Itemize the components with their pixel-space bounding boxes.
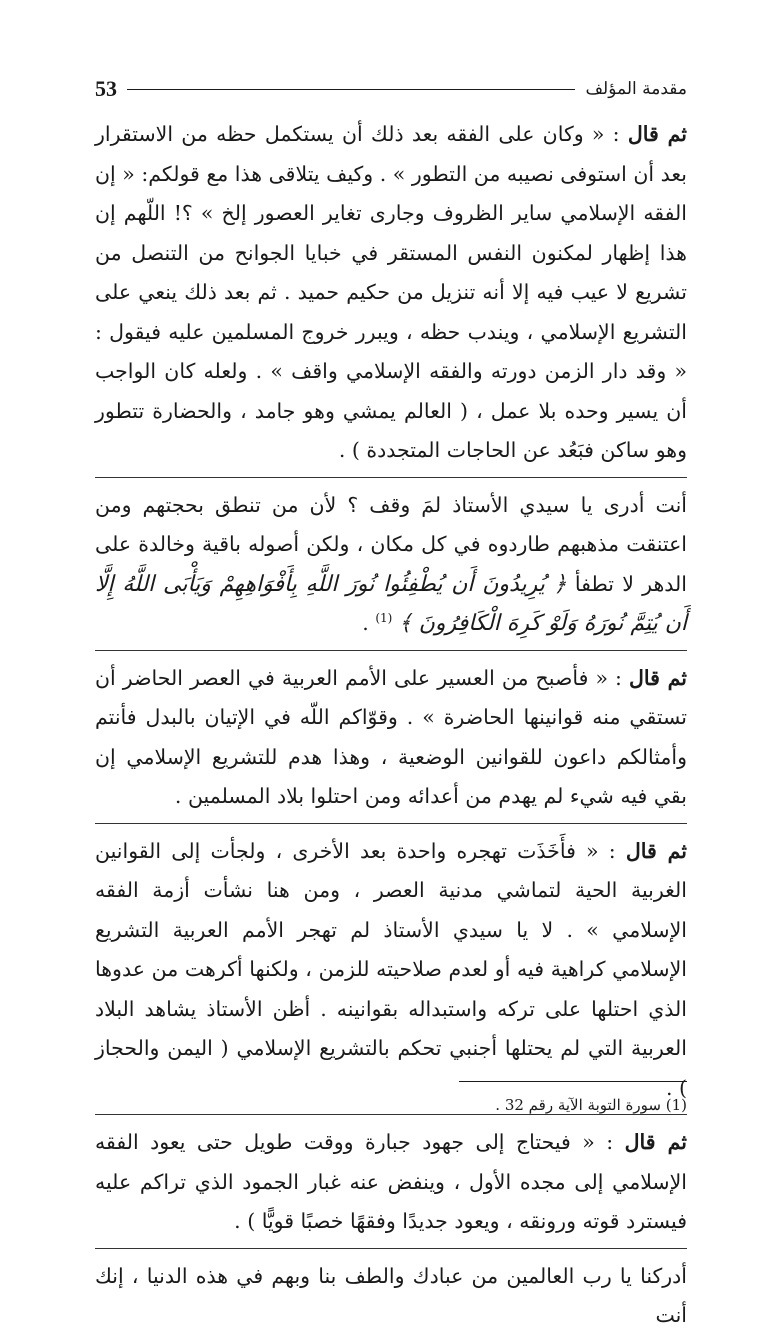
paragraph-lead: ثم قال: [624, 1130, 687, 1154]
paragraph-separator: [95, 823, 687, 824]
paragraph-text: : « فأصبح من العسير على الأمم العربية في العصر الحاضر أن تستقي منه قوانينها الحاضرة » . وقوّاكم اللّه في الإتيان بالبدل فأنتم وأمثالكم داعون للقوانين الوضعية ، وهذا هدم للتشريع الإسلامي إن بقي فيه شيء لم يهدم من أعدائه ومن احتلوا بلاد المسلمين .: [95, 665, 687, 808]
paragraph-6: [95, 1257, 687, 1336]
running-header: [95, 74, 687, 104]
paragraph-3: [95, 659, 687, 817]
paragraph-text: : « فأَخَذَت تهجره واحدة بعد الأخرى ، ولجأت إلى القوانين الغربية الحية لتماشي مدنية العصر ، ومن هنا نشأت أزمة الفقه الإسلامي » . لا يا سيدي الأستاذ لم تهجر الأمم العربية التشريع الإسلامي كراهية فيه أو لعدم صلاحيته للزمن ، ولكنها أكرهت من عدوها الذي احتلها على تركه واستبداله بقوانينه . أظن الأستاذ يشاهد البلاد العربية التي لم يحتلها أجنبي تحكم بالتشريع الإسلامي ( اليمن والحجاز ) .: [95, 838, 687, 1100]
paragraph-4: [95, 832, 687, 1109]
footnote: (1) سورة التوبة الآية رقم 32 .: [495, 1096, 687, 1114]
paragraph-5: [95, 1123, 687, 1242]
quran-verse: ﴿ يُرِيدُونَ أَن يُطْفِئُوا نُورَ اللَّهِ بِأَفْوَاهِهِمْ وَيَأْبَى اللَّهُ إِلَّا أَن يُتِمَّ نُورَهُ وَلَوْ كَرِهَ الْكَافِرُونَ ﴾: [95, 571, 687, 636]
paragraph-2: [95, 486, 687, 644]
paragraph-lead: ثم قال: [629, 665, 687, 690]
paragraph-text: أدركنا يا رب العالمين من عبادك والطف بنا وبهم في هذه الدنيا ، إنك أنت: [95, 1263, 687, 1327]
paragraph-separator: [95, 1248, 687, 1249]
page-number: 53: [95, 76, 117, 101]
paragraph-text: : « فيحتاج إلى جهود جبارة ووقت طويل حتى يعود الفقه الإسلامي إلى مجده الأول ، وينفض عنه غبار الجمود الذي تراكم عليه فيسترد قوته ورونقه ، ويعود جديدًا وفقهًا خصبًا قويًّا ) .: [95, 1130, 687, 1233]
paragraph-separator: [95, 477, 687, 478]
paragraph-tail: .: [362, 611, 376, 635]
paragraph-text: : « وكان على الفقه بعد ذلك أن يستكمل حظه من الاستقرار بعد أن استوفى نصيبه من التطور » . وكيف يتلاقى هذا مع قولكم: « إن الفقه الإسلامي ساير الظروف وجارى تغاير العصور إلخ » ؟! اللّهم إن هذا إظهار لمكنون النفس المستقر في خبايا الجوانح من التنصل من تشريع لا عيب فيه إلا أنه تنزيل من حكيم حميد . ثم بعد ذلك ينعي على التشريع الإسلامي ، ويندب حظه ، ويبرر خروج المسلمين عليه فيقول : « وقد دار الزمن دورته والفقه الإسلامي واقف » . ولعله كان الواجب أن يسير وحده بلا عمل ، ( العالم يمشي وهو جامد ، والحضارة تتطور وهو ساكن فبَعُد عن الحاجات المتجددة ) .: [95, 122, 687, 462]
footnote-rule: [459, 1081, 687, 1082]
paragraph-1: [95, 115, 687, 471]
footnote-reference: (1): [375, 611, 393, 626]
body-text: [95, 115, 687, 1342]
paragraph-text: أنت أدرى يا سيدي الأستاذ لمَ وقف ؟ لأن من تنطق بحجتهم ومن اعتنقت مذهبهم طاردوه في كل مكان ، ولكن أصوله باقية وخالدة على الدهر لا تطفأ: [95, 492, 687, 596]
header-rule: [127, 89, 575, 90]
chapter-title: مقدمة المؤلف: [585, 79, 687, 99]
paragraph-separator: [95, 650, 687, 651]
paragraph-lead: ثم قال: [625, 838, 687, 863]
paragraph-lead: ثم قال: [627, 122, 687, 146]
